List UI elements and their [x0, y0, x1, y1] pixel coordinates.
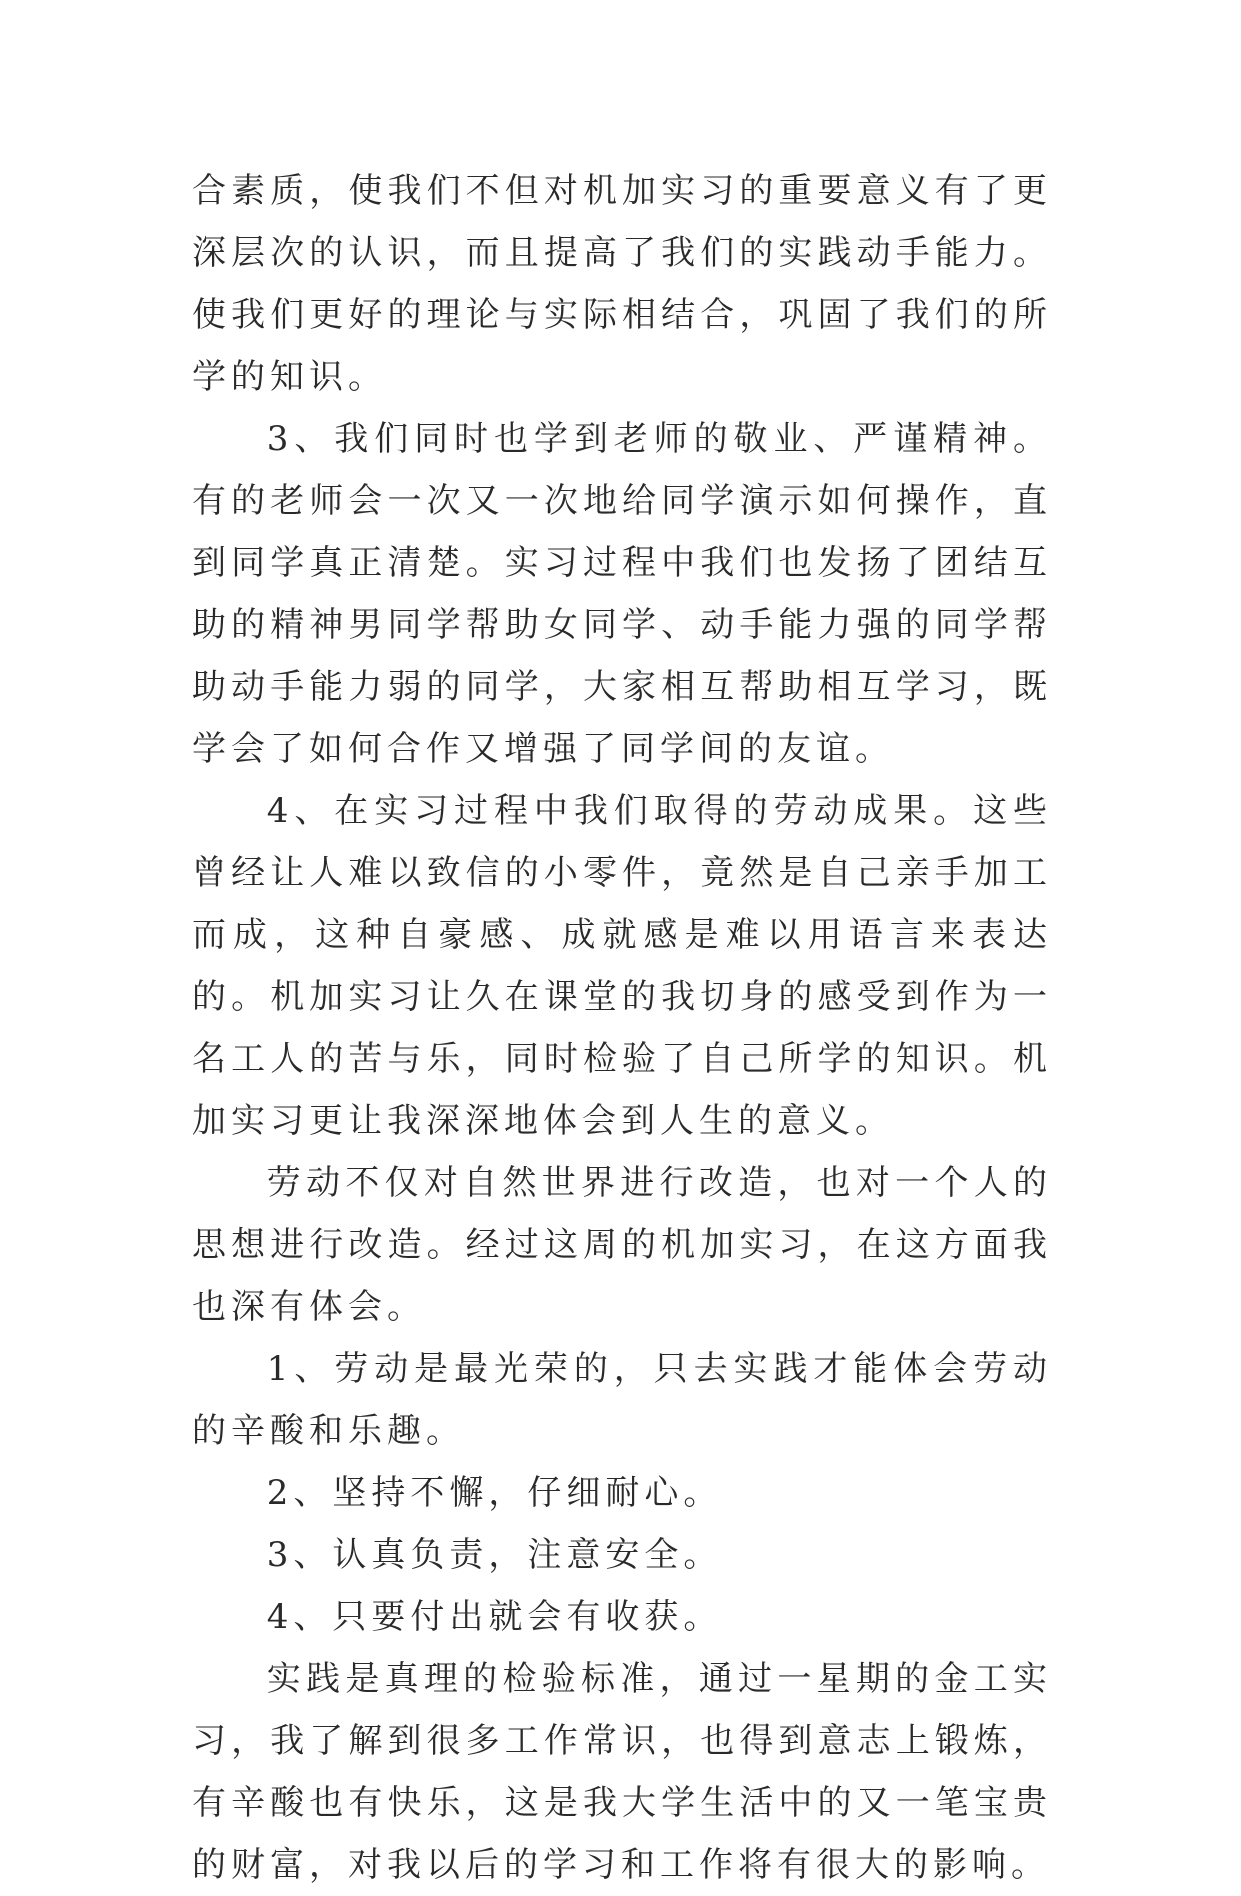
paragraph-7: 3、认真负责，注意安全。 — [266, 1535, 723, 1575]
paragraph-8: 4、只要付出就会有收获。 — [266, 1597, 723, 1637]
document-body — [192, 160, 1052, 1896]
paragraph-4: 劳动不仅对自然世界进行改造，也对一个人的思想进行改造。经过这周的机加实习，在这方面我也深有体会。 — [192, 1163, 1052, 1327]
paragraph-9: 实践是真理的检验标准，通过一星期的金工实习，我了解到很多工作常识，也得到意志上锻炼，有辛酸也有快乐，这是我大学生活中的又一笔宝贵的财富，对我以后的学习和工作将有很大的影响。 — [192, 1659, 1052, 1885]
paragraph-2: 3、我们同时也学到老师的敬业、严谨精神。有的老师会一次又一次地给同学演示如何操作，直到同学真正清楚。实习过程中我们也发扬了团结互助的精神男同学帮助女同学、动手能力强的同学帮助动手能力弱的同学，大家相互帮助相互学习，既学会了如何合作又增强了同学间的友谊。 — [192, 419, 1052, 769]
paragraph-1: 合素质，使我们不但对机加实习的重要意义有了更深层次的认识，而且提高了我们的实践动手能力。使我们更好的理论与实际相结合，巩固了我们的所学的知识。 — [192, 171, 1052, 397]
paragraph-3: 4、在实习过程中我们取得的劳动成果。这些曾经让人难以致信的小零件，竟然是自己亲手加工而成，这种自豪感、成就感是难以用语言来表达的。机加实习让久在课堂的我切身的感受到作为一名工人的苦与乐，同时检验了自己所学的知识。机加实习更让我深深地体会到人生的意义。 — [192, 791, 1052, 1141]
paragraph-5: 1、劳动是最光荣的，只去实践才能体会劳动的辛酸和乐趣。 — [192, 1349, 1052, 1451]
paragraph-6: 2、坚持不懈，仔细耐心。 — [266, 1473, 723, 1513]
